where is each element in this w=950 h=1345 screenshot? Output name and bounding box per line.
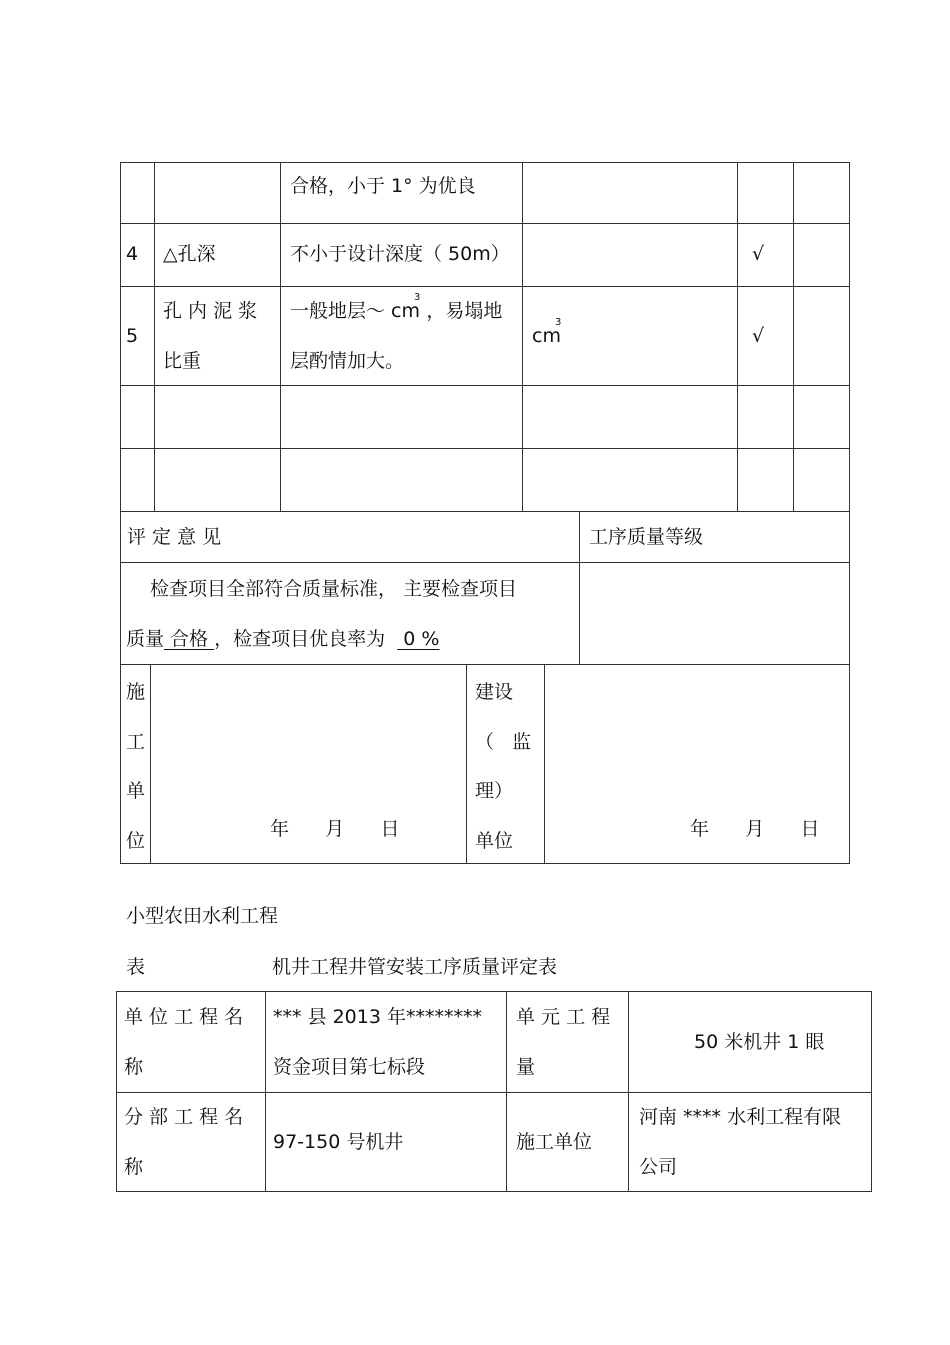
table-border [120, 385, 850, 386]
form-title: 机井工程井管安装工序质量评定表 [272, 956, 558, 978]
construction-unit-value: 公司 [639, 1156, 678, 1178]
excellence-rate: 0 % [397, 628, 440, 650]
measured-cell: $cm^3$ [532, 316, 562, 347]
table-border [506, 991, 507, 1192]
table-border [579, 511, 580, 665]
element-quantity-label: 量 [516, 1056, 536, 1078]
table-label: 表 [126, 956, 146, 978]
construction-unit-label: 单 [126, 780, 146, 802]
table-border [116, 991, 872, 992]
table-border [120, 448, 850, 449]
row-number: 5 [126, 325, 139, 347]
construction-unit-label: 施 [126, 681, 146, 703]
table-border [120, 562, 850, 563]
item-cell: △孔深 [163, 243, 216, 265]
table-border [849, 162, 850, 864]
table-border [116, 1191, 872, 1192]
owner-unit-label: 理） [475, 780, 514, 802]
sub-project-label: 分 部 工 程 名 [124, 1106, 244, 1128]
table-border [116, 1092, 872, 1093]
table-border [154, 162, 155, 512]
table-border [120, 863, 850, 864]
criterion-cell: 合格，小于 1° 为优良 [290, 175, 476, 197]
table-border [522, 162, 523, 512]
evaluation-label: 评 定 意 见 [127, 526, 222, 548]
unit-project-value: 资金项目第七标段 [273, 1056, 426, 1078]
check-mark: √ [752, 325, 765, 347]
table-border [871, 991, 872, 1192]
unit-project-value: *** 县 2013 年******** [273, 1006, 482, 1028]
item-cell: 孔 内 泥 浆 [163, 300, 258, 322]
criterion-cell: 一般地层～ $cm^3$，易塌地 [290, 291, 503, 322]
construction-unit-value: 河南 **** 水利工程有限 [639, 1106, 842, 1128]
table-border [120, 162, 850, 163]
table-border [150, 664, 151, 864]
table-border [793, 162, 794, 512]
table-border [628, 991, 629, 1192]
owner-unit-label: 单位 [475, 830, 514, 852]
date-field: 年 月 日 [270, 818, 400, 840]
construction-unit-label: 施工单位 [516, 1131, 593, 1153]
evaluation-text: 检查项目全部符合质量标准， 主要检查项目 [150, 578, 518, 600]
table-border [120, 511, 850, 512]
construction-unit-label: 位 [126, 830, 146, 852]
table-border [120, 223, 850, 224]
unit-project-label: 单 位 工 程 名 [124, 1006, 244, 1028]
table-border [120, 162, 121, 864]
criterion-cell: 层酌情加大。 [290, 350, 405, 372]
table-border [116, 991, 117, 1192]
table-border [737, 162, 738, 512]
element-quantity-label: 单 元 工 程 [516, 1006, 611, 1028]
table-border [120, 286, 850, 287]
table-border [265, 991, 266, 1192]
owner-unit-label: （ 监 [475, 731, 532, 753]
criterion-cell: 不小于设计深度（ 50m） [290, 243, 510, 265]
owner-unit-label: 建设 [475, 681, 514, 703]
table-border [466, 664, 467, 864]
element-quantity-value: 50 米机井 1 眼 [694, 1031, 825, 1053]
evaluation-text: 质量 合格 ，检查项目优良率为 0 % [126, 628, 440, 650]
sub-project-label: 称 [124, 1156, 144, 1178]
date-field: 年 月 日 [690, 818, 820, 840]
row-number: 4 [126, 243, 139, 265]
project-heading: 小型农田水利工程 [126, 905, 279, 927]
unit-project-label: 称 [124, 1056, 144, 1078]
check-mark: √ [752, 243, 765, 265]
construction-unit-label: 工 [126, 731, 146, 753]
quality-value: 合格 [164, 628, 215, 650]
table-border [120, 664, 850, 665]
item-cell: 比重 [163, 350, 202, 372]
sub-project-value: 97-150 号机井 [273, 1131, 404, 1153]
grade-label: 工序质量等级 [589, 526, 704, 548]
table-border [544, 664, 545, 864]
table-border [280, 162, 281, 512]
